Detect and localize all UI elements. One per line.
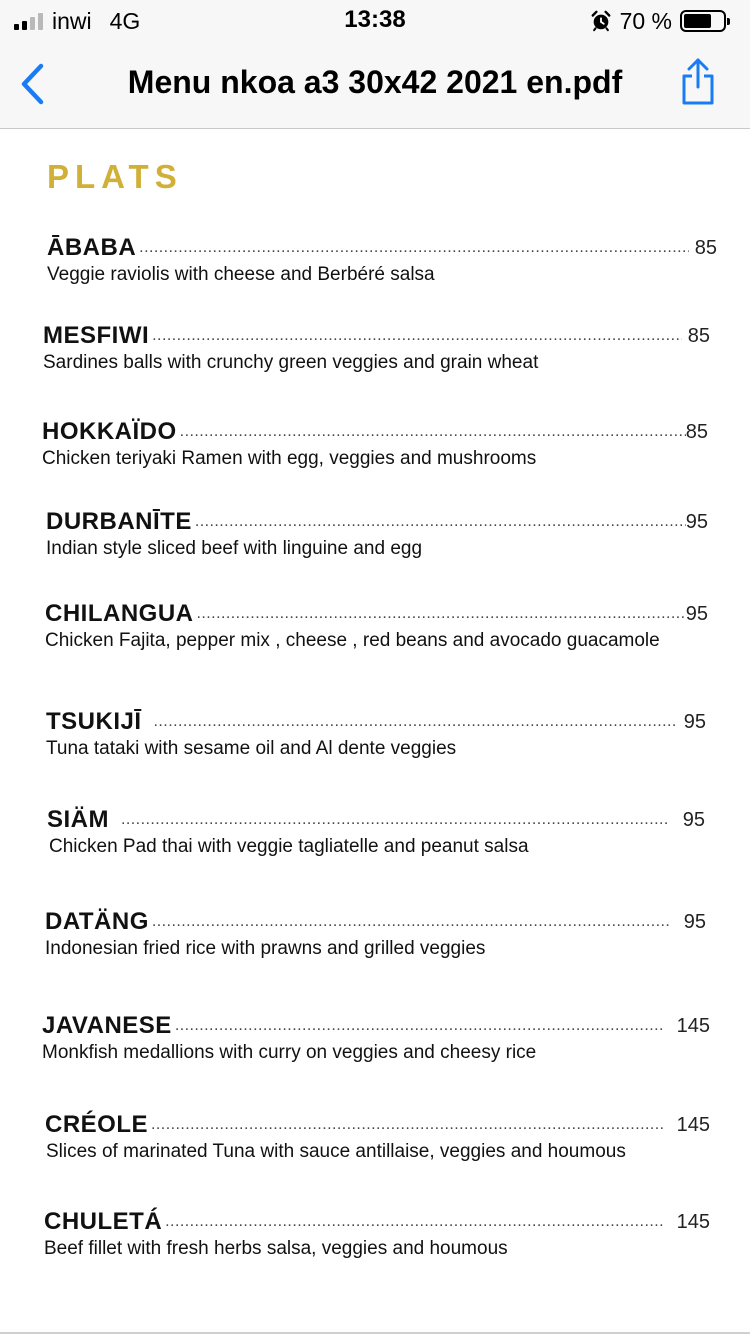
menu-item-description: Slices of marinated Tuna with sauce antillaise, veggies and houmous [46, 1141, 626, 1162]
menu-item-description: Sardines balls with crunchy green veggies and grain wheat [43, 352, 539, 373]
share-button[interactable] [676, 54, 720, 110]
menu-item-name: CRÉOLE [45, 1111, 149, 1138]
menu-item-price: 95 [683, 911, 706, 933]
menu-item [47, 234, 717, 287]
menu-item-description: Beef fillet with fresh herbs salsa, veggies and houmous [44, 1238, 508, 1259]
dot-leader [151, 1115, 665, 1135]
back-button[interactable] [12, 60, 52, 108]
menu-item [44, 1208, 710, 1261]
menu-item [45, 1111, 710, 1164]
menu-item-price: 95 [685, 511, 708, 533]
menu-item-description: Chicken Pad thai with veggie tagliatelle and peanut salsa [49, 836, 529, 857]
document-title: Menu nkoa a3 30x42 2021 en.pdf [127, 64, 623, 100]
menu-item [46, 508, 708, 561]
dot-leader [121, 810, 669, 830]
menu-item-description: Tuna tataki with sesame oil and Al dente veggies [46, 738, 457, 759]
menu-item-name: DATÄNG [45, 908, 149, 935]
menu-item-description: Monkfish medallions with curry on veggies and cheesy rice [42, 1042, 537, 1063]
menu-item-name: HOKKAÏDO [42, 418, 177, 445]
section-title: PLATS [47, 158, 183, 195]
menu-item-name: DURBANĪTE [46, 508, 192, 535]
dot-leader [165, 1212, 664, 1232]
menu-item-price: 145 [676, 1015, 710, 1037]
menu-item [42, 1012, 710, 1065]
dot-leader [195, 512, 686, 532]
dot-leader [152, 326, 682, 346]
dot-leader [154, 712, 678, 732]
dot-leader [180, 422, 686, 442]
dot-leader [152, 912, 670, 932]
status-bar [0, 0, 750, 40]
share-icon [678, 57, 718, 107]
menu-item [42, 418, 708, 471]
menu-item [45, 600, 708, 653]
alarm-clock-icon [590, 10, 612, 32]
menu-item-description: Indonesian fried rice with prawns and grilled veggies [45, 938, 486, 959]
battery-icon [680, 10, 726, 32]
menu-item-name: JAVANESE [42, 1012, 172, 1039]
menu-item-name: TSUKIJĪ [46, 708, 142, 735]
menu-item-price: 145 [676, 1114, 710, 1136]
pdf-page[interactable] [0, 130, 750, 1334]
battery-percent: 70 % [619, 7, 672, 34]
menu-item-description: Indian style sliced beef with linguine and egg [46, 538, 423, 559]
menu-item-name: CHULETÁ [44, 1208, 163, 1235]
battery-fill [684, 14, 711, 28]
dot-leader [175, 1016, 665, 1036]
menu-item-description: Chicken teriyaki Ramen with egg, veggies and mushrooms [42, 448, 537, 469]
menu-item-name: ĀBABA [47, 234, 137, 261]
menu-item [46, 708, 706, 761]
menu-item-name: SIÄM [47, 806, 109, 833]
menu-item-price: 95 [683, 711, 706, 733]
dot-leader [139, 238, 689, 258]
menu-item-price: 145 [676, 1211, 710, 1233]
menu-item-name: MESFIWI [43, 322, 150, 349]
menu-item [43, 322, 710, 375]
menu-item [47, 806, 705, 859]
menu-item-price: 95 [682, 809, 705, 831]
chevron-left-icon [19, 63, 45, 105]
network-type: 4G [109, 7, 141, 34]
menu-item [45, 908, 706, 961]
status-right [590, 7, 726, 35]
navigation-bar [0, 40, 750, 129]
menu-item-price: 85 [694, 237, 717, 259]
menu-item-price: 95 [685, 603, 708, 625]
dot-leader [197, 604, 686, 624]
menu-item-price: 85 [687, 325, 710, 347]
menu-item-description: Veggie raviolis with cheese and Berbéré salsa [47, 264, 435, 285]
menu-item-description: Chicken Fajita, pepper mix , cheese , red beans and avocado guacamole [45, 630, 660, 651]
status-time: 13:38 [344, 6, 406, 33]
carrier-name: inwi [52, 7, 92, 34]
menu-item-price: 85 [685, 421, 708, 443]
menu-item-name: CHILANGUA [45, 600, 194, 627]
